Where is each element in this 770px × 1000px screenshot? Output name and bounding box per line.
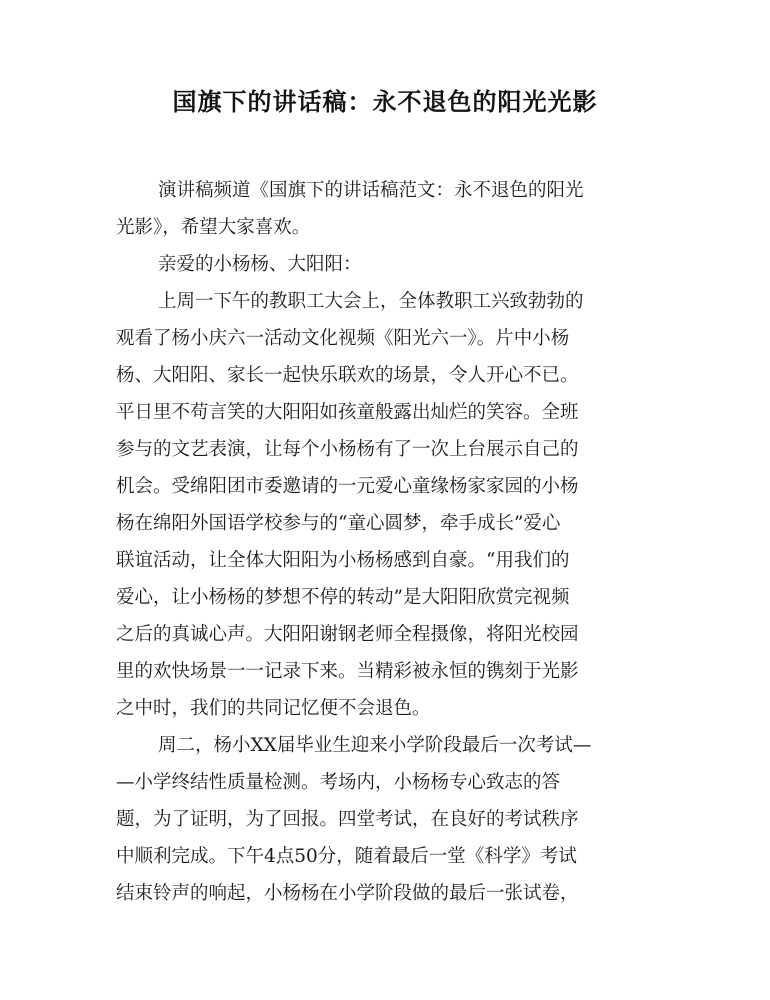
text-line: 周二，杨小XX届毕业生迎来小学阶段最后一次考试—: [158, 735, 592, 756]
document-title: 国旗下的讲话稿：永不退色的阳光光影: [172, 88, 598, 116]
text-line: —小学终结性质量检测。考场内，小杨杨专心致志的答: [116, 772, 561, 793]
text-line: 题，为了证明，为了回报。四堂考试，在良好的考试秩序: [116, 809, 579, 830]
text-line: 演讲稿频道《国旗下的讲话稿范文：永不退色的阳光: [158, 180, 584, 201]
text-line: 亲爱的小杨杨、大阳阳：: [158, 254, 362, 275]
text-line: 中顺利完成。下午4点50分，随着最后一堂《科学》考试: [116, 846, 577, 867]
text-line: 联谊活动，让全体大阳阳为小杨杨感到自豪。“用我们的: [116, 550, 570, 571]
text-line: 里的欢快场景一一记录下来。当精彩被永恒的镌刻于光影: [116, 661, 579, 682]
text-line: 之中时，我们的共同记忆便不会退色。: [116, 698, 431, 719]
text-line: 杨、大阳阳、家长一起快乐联欢的场景，令人开心不已。: [116, 365, 579, 386]
text-line: 机会。受绵阳团市委邀请的一元爱心童缘杨家家园的小杨: [116, 476, 579, 497]
text-line: 结束铃声的响起，小杨杨在小学阶段做的最后一张试卷，: [116, 883, 579, 904]
text-line: 杨在绵阳外国语学校参与的“童心圆梦，牵手成长”爱心: [116, 513, 561, 534]
text-line: 参与的文艺表演，让每个小杨杨有了一次上台展示自己的: [116, 439, 579, 460]
text-line: 平日里不苟言笑的大阳阳如孩童般露出灿烂的笑容。全班: [116, 402, 579, 423]
text-line: 上周一下午的教职工大会上，全体教职工兴致勃勃的: [158, 291, 584, 312]
text-line: 爱心，让小杨杨的梦想不停的转动”是大阳阳欣赏完视频: [116, 587, 570, 608]
text-line: 光影》，希望大家喜欢。: [116, 217, 311, 238]
text-line: 之后的真诚心声。大阳阳谢钢老师全程摄像，将阳光校园: [116, 624, 579, 645]
document-body: [116, 172, 646, 912]
text-line: 观看了杨小庆六一活动文化视频《阳光六一》。片中小杨: [116, 328, 570, 349]
